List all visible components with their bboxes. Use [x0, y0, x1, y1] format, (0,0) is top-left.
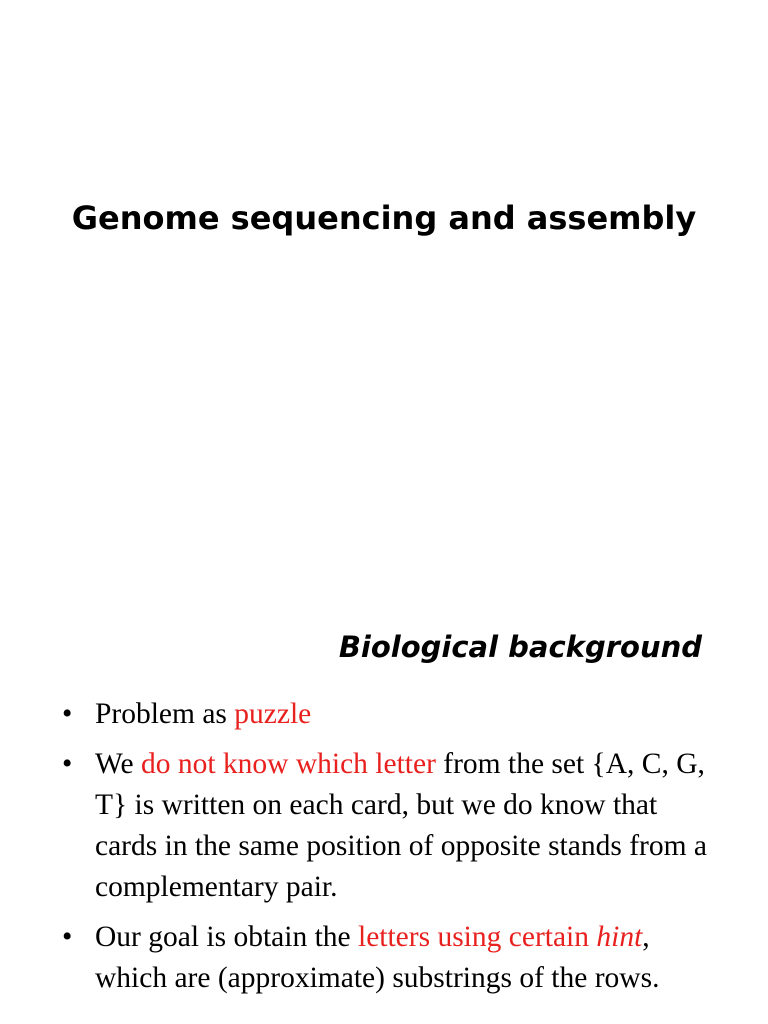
- bullet-highlight-italic-text: hint: [596, 921, 643, 953]
- bullet-highlight-text: letters using certain: [358, 921, 597, 953]
- slide-subtitle: Biological background: [338, 630, 702, 664]
- bullet-item-letters: [62, 744, 722, 908]
- bullet-highlight-text: do not know which letter: [140, 748, 436, 780]
- bullet-item-puzzle: [62, 694, 722, 735]
- bullet-highlight-text: puzzle: [234, 698, 312, 730]
- bullet-list: [62, 694, 722, 1008]
- bullet-item-goal: [62, 917, 722, 999]
- bullet-text-segment: Our goal is obtain the: [95, 921, 358, 953]
- slide-title: Genome sequencing and assembly: [71, 199, 697, 237]
- bullet-text-segment: Problem as: [95, 698, 235, 730]
- bullet-text-segment: , which are (approximate) substrings of the rows.: [95, 921, 660, 994]
- bullet-text-segment: from the set {A, C, G, T} is written on each card, but we do know that cards in the same position of opposite stands from a complementary pair.: [95, 748, 708, 903]
- bullet-text-segment: We: [95, 748, 141, 780]
